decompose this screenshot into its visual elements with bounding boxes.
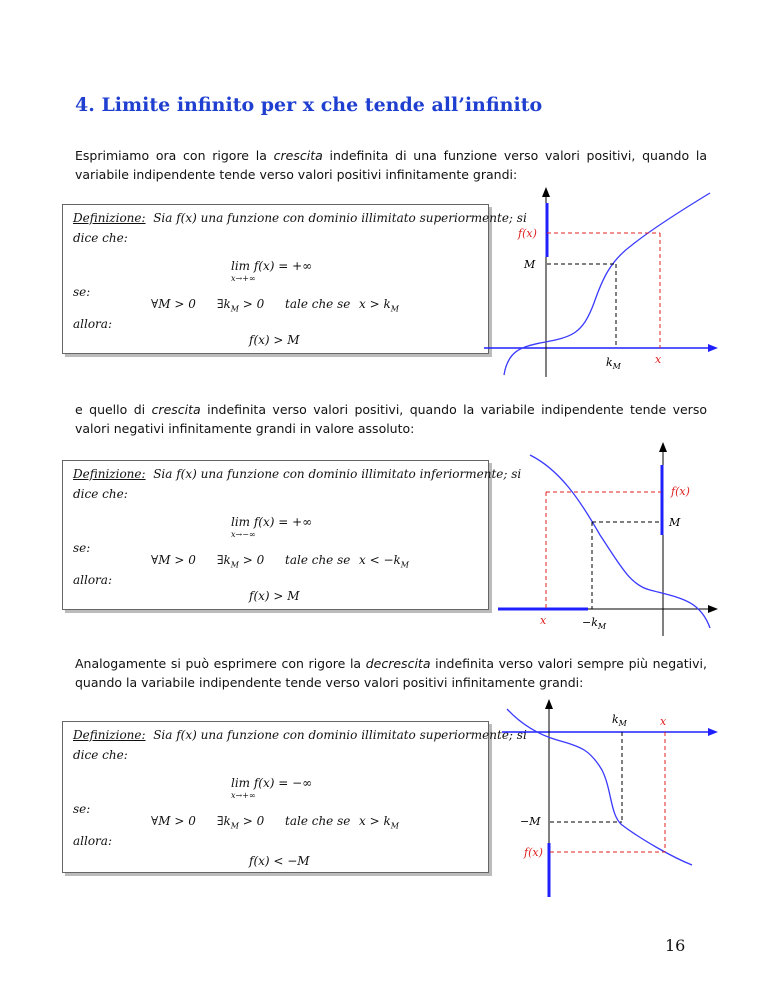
intro-paragraph-2: e quello di crescita indefinita verso valori positivi, quando la variabile indipendente tende verso valori negativi infinitamente grandi in valore assoluto: [75, 402, 707, 436]
definition-box-3: Definizione: Sia f(x) una funzione con dominio illimitato superiormente; si dice che: lim f(x) = −∞ x→+∞ se: ∀M > 0 $\exists k_M > 0$ tale che se $x > k_M$ allora: f(x) < −M [62, 721, 489, 873]
label-kM: $-k_M$ [582, 616, 607, 631]
label-fx: f(x) [671, 485, 690, 498]
label-fx: f(x) [524, 846, 543, 859]
intro-paragraph-3: Analogamente si può esprimere con rigore la decrescita indefinita verso valori sempre più negativi, quando la variabile indipendente tende verso valori positivi infinitamente grandi: [75, 656, 707, 690]
label-x: x [540, 614, 547, 627]
definition-box-2: Definizione: Sia f(x) una funzione con dominio illimitato inferiormente; si dice che: lim f(x) = +∞ x→−∞ se: ∀M > 0 $\exists k_M > 0$ tale che se $x < -k_M$ allora: f(x) > M [62, 460, 489, 610]
limit-expression: lim f(x) = +∞ x→−∞ [231, 515, 313, 539]
label-kM: $k_M$ [606, 356, 621, 371]
label-x: x [655, 353, 662, 366]
label-kM: $k_M$ [612, 713, 627, 728]
limit-expression: lim f(x) = −∞ x→+∞ [231, 776, 313, 800]
function-curve [530, 455, 710, 628]
graph-2 [490, 440, 720, 640]
label-M: M [524, 258, 536, 271]
label-x: x [660, 715, 667, 728]
intro-paragraph-1: Esprimiamo ora con rigore la crescita indefinita di una funzione verso valori positivi, quando la variabile indipendente tende verso valori positivi infinitamente grandi: [75, 148, 708, 182]
definition-box-1: Definizione: Sia f(x) una funzione con dominio illimitato superiormente; si dice che: lim f(x) = +∞ x→+∞ se: ∀M > 0 $\exists k_M > 0$ tale che se $x > k_M$ allora: f(x) > M [62, 204, 489, 354]
label-M: M [669, 516, 681, 529]
graph-3 [492, 695, 722, 900]
page-number: 16 [665, 936, 686, 955]
limit-expression: lim f(x) = +∞ x→+∞ [231, 259, 313, 283]
graph-1 [482, 185, 722, 380]
label-fx: f(x) [518, 227, 537, 240]
label-M: −M [520, 815, 541, 828]
section-heading: 4. Limite infinito per x che tende all’infinito [75, 94, 543, 116]
